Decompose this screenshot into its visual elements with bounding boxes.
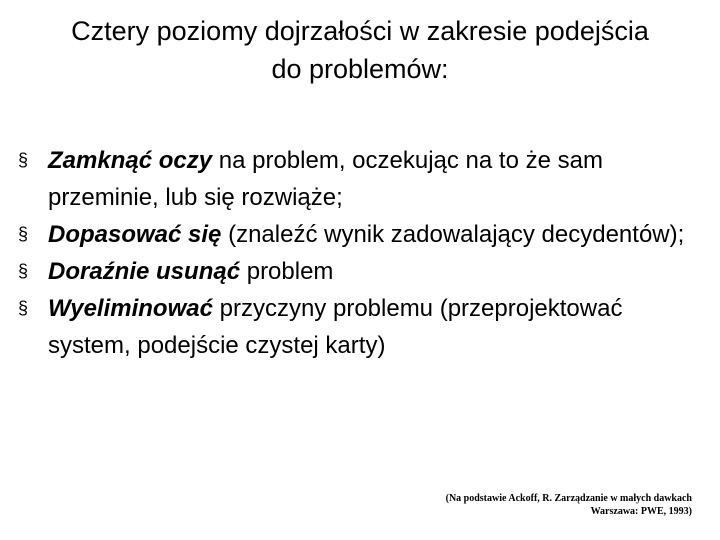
bullet-item (18, 290, 708, 364)
source-line-1: (Na podstawie Ackoff, R. Zarządzanie w małych dawkach (445, 493, 692, 504)
bullet-item (18, 142, 708, 216)
bullet-marker-icon: § (18, 150, 29, 170)
slide-title (10, 12, 710, 88)
bullet-emphasis: Zamknąć oczy (48, 147, 213, 174)
slide-title-line-1: Cztery poziomy dojrzałości w zakresie podejścia (71, 16, 649, 46)
bullet-emphasis: Wyeliminować (48, 295, 213, 322)
bullet-marker-icon: § (18, 224, 29, 244)
bullet-emphasis: Doraźnie usunąć (48, 258, 241, 285)
bullet-list (18, 142, 708, 364)
bullet-marker-icon: § (18, 298, 29, 318)
bullet-marker-icon: § (18, 261, 29, 281)
bullet-text: problem (240, 258, 334, 285)
bullet-item (18, 216, 708, 253)
bullet-text: przyczyny problemu (przeprojektować system, podejście czystej karty) (48, 295, 623, 359)
source-line-2: Warszawa: PWE, 1993) (590, 506, 692, 517)
source-citation (446, 492, 692, 518)
bullet-emphasis: Dopasować się (48, 221, 222, 248)
slide-title-line-2: do problemów: (271, 54, 449, 84)
bullet-text: (znaleźć wynik zadowalający decydentów); (221, 221, 685, 248)
bullet-text: na problem, oczekując na to że sam przeminie, lub się rozwiąże; (48, 147, 603, 211)
bullet-item (18, 253, 708, 290)
